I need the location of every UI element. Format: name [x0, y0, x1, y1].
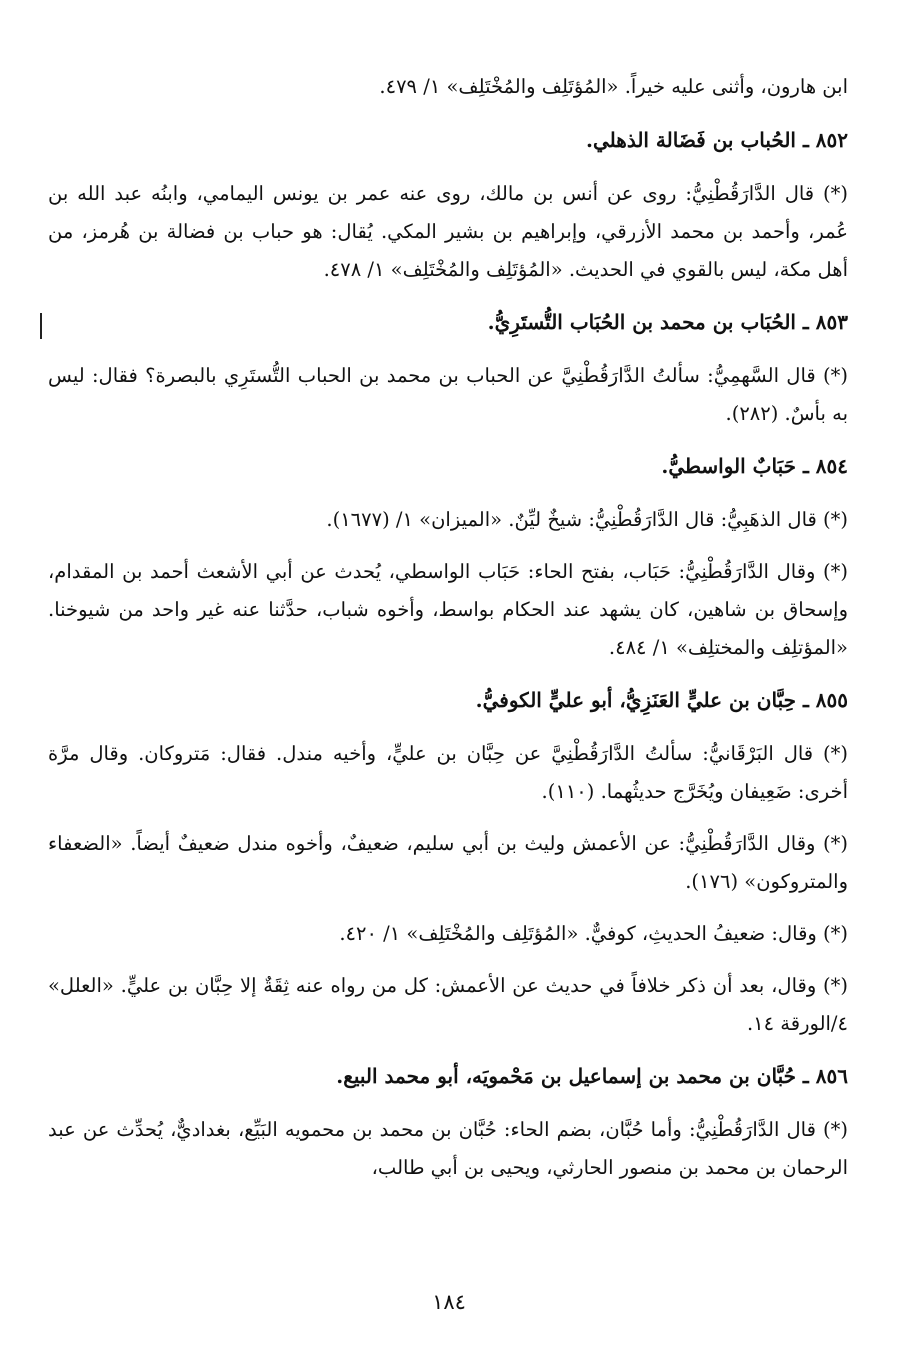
entry-paragraph: (*) وقال الدَّارَقُطْنِيُّ: عن الأعمش وليث بن أبي سليم، ضعيفٌ، وأخوه مندل ضعيفٌ أيضاً. «الضعفاء والمتروكون» (١٧٦).: [48, 832, 848, 893]
book-page: [48, 68, 848, 1338]
entry-852: [48, 121, 848, 289]
entry-paragraph: (*) وقال، بعد أن ذكر خلافاً في حديث عن الأعمش: كل من رواه عنه ثِقَةٌ إلا حِبَّان بن عليٍّ. «العلل» ٤/الورقة ١٤.: [48, 974, 848, 1035]
entry-paragraph: (*) قال الدَّارَقُطْنِيُّ: وأما حُبَّان، بضم الحاء: حُبَّان بن محمد بن محمويه البَيِّع، بغداديٌّ، يُحدِّث عن عبد الرحمان بن محمد بن منصور الحارثي، ويحيى بن أبي طالب،: [48, 1118, 848, 1179]
entry-paragraph: (*) قال البَرْقَانيُّ: سألتُ الدَّارَقُطْنِيَّ عن حِبَّان بن عليٍّ، وأخيه مندل. فقال: مَتروكان. وقال مرَّة أخرى: ضَعِيفان ويُخَرَّج حديثُهما. (١١٠).: [48, 742, 848, 803]
entry-heading: ٨٥٤ ـ حَبَابٌ الواسطيُّ.: [661, 454, 848, 478]
entry-856: [48, 1057, 848, 1187]
entry-paragraph: (*) قال الذهَبِيُّ: قال الدَّارَقُطْنِيُّ: شيخٌ ليِّنٌ. «الميزان» ١/ (١٦٧٧).: [326, 508, 848, 531]
entry-854: [48, 447, 848, 667]
entry-paragraph: (*) قال السَّهمِيُّ: سألتُ الدَّارَقُطْنِيَّ عن الحباب بن محمد بن الحباب التُّستَرِي بالبصرة؟ فقال: ليس به بأسٌ. (٢٨٢).: [48, 364, 848, 425]
entry-heading: ٨٥٦ ـ حُبَّان بن محمد بن إسماعيل بن مَحْمويَه، أبو محمد البيع.: [336, 1064, 848, 1088]
entry-855: [48, 681, 848, 1043]
entry-paragraph: (*) قال الدَّارَقُطْنِيُّ: روى عن أنس بن مالك، روى عنه عمر بن يونس اليمامي، وابنُه عبد الله بن عُمر، وأحمد بن محمد الأزرقي، وإبراهيم بن بشير المكي. يُقال: هو حباب بن فضالة بن هُرمز، من أهل مكة، ليس بالقوي في الحديث. «المُؤتَلِف والمُخْتَلِف» ١/ ٤٧٨.: [48, 182, 848, 281]
page-number: ١٨٤: [432, 1290, 466, 1314]
margin-mark: [40, 313, 42, 339]
entry-paragraph: (*) وقال الدَّارَقُطْنِيُّ: حَبَاب، بفتح الحاء: حَبَاب الواسطي، يُحدث عن أبي الأشعث أحمد بن المقدام، وإسحاق بن شاهين، كان يشهد عند الحكام بواسط، وأخوه شباب، حدَّثنا عنه غير واحد من شيوخنا. «المؤتلِف والمختلِف» ١/ ٤٨٤.: [48, 560, 848, 659]
entry-heading: ٨٥٣ ـ الحُبَاب بن محمد بن الحُبَاب التُّستَرِيُّ.: [487, 310, 848, 334]
continuation-text: ابن هارون، وأثنى عليه خيراً. «المُؤتَلِف والمُخْتَلِف» ١/ ٤٧٩.: [379, 75, 848, 98]
entry-paragraph: (*) وقال: ضعيفُ الحديثِ، كوفيٌّ. «المُؤتَلِف والمُخْتَلِف» ١/ ٤٢٠.: [339, 922, 848, 945]
entry-heading: ٨٥٥ ـ حِبَّان بن عليٍّ العَنَزِيُّ، أبو عليٍّ الكوفيُّ.: [475, 688, 848, 712]
entry-heading: ٨٥٢ ـ الحُباب بن فَضَالة الذهلي.: [586, 128, 848, 152]
entry-853: [48, 303, 848, 433]
